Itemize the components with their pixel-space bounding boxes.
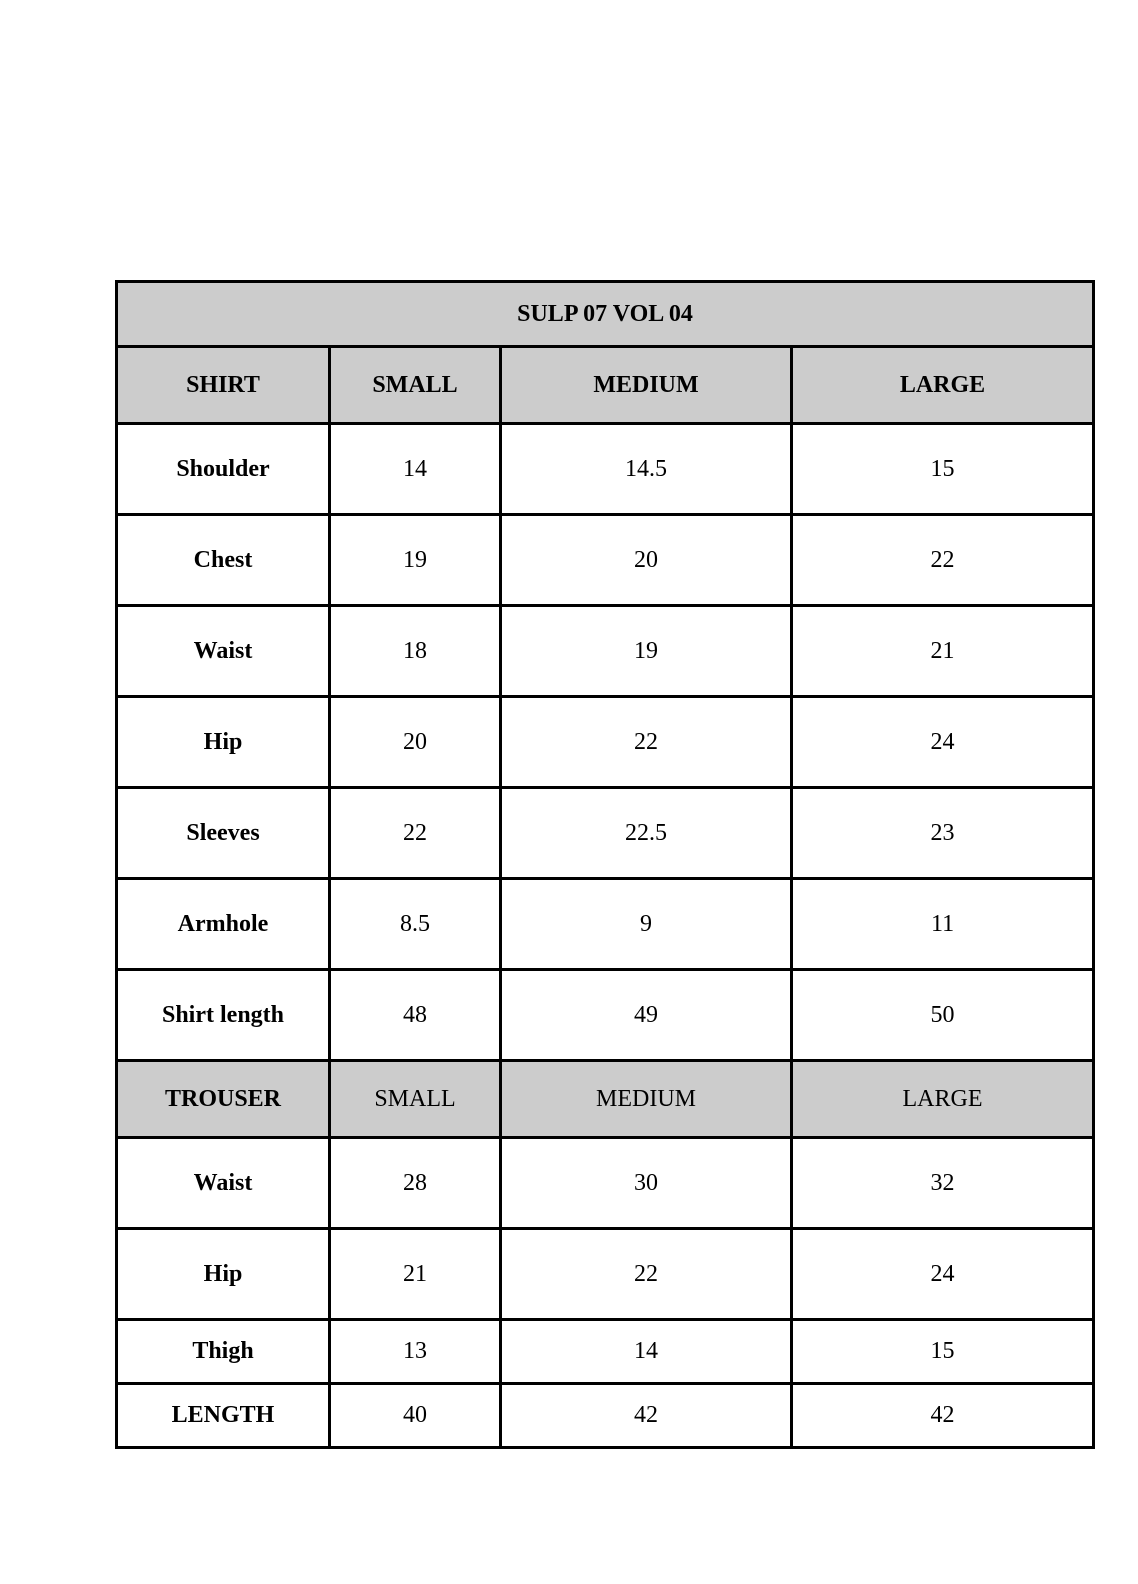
measurement-label: Waist xyxy=(117,606,330,697)
trouser-section-label: TROUSER xyxy=(117,1061,330,1138)
value-medium: 20 xyxy=(501,515,792,606)
value-large: 22 xyxy=(792,515,1094,606)
column-header-large: LARGE xyxy=(792,1061,1094,1138)
value-large: 15 xyxy=(792,1320,1094,1384)
value-medium: 14 xyxy=(501,1320,792,1384)
value-small: 14 xyxy=(330,424,501,515)
shirt-section-label: SHIRT xyxy=(117,347,330,424)
value-large: 24 xyxy=(792,697,1094,788)
measurement-label: Armhole xyxy=(117,879,330,970)
measurement-label: Sleeves xyxy=(117,788,330,879)
value-large: 11 xyxy=(792,879,1094,970)
shirt-measurements xyxy=(117,424,1094,1061)
value-small: 18 xyxy=(330,606,501,697)
table-row xyxy=(117,1229,1094,1320)
value-large: 24 xyxy=(792,1229,1094,1320)
value-medium: 30 xyxy=(501,1138,792,1229)
value-large: 21 xyxy=(792,606,1094,697)
table-title: SULP 07 VOL 04 xyxy=(117,282,1094,347)
measurement-label: Waist xyxy=(117,1138,330,1229)
measurement-label: Hip xyxy=(117,1229,330,1320)
measurement-label: Thigh xyxy=(117,1320,330,1384)
table-row xyxy=(117,515,1094,606)
table-row xyxy=(117,1320,1094,1384)
value-medium: 9 xyxy=(501,879,792,970)
value-small: 28 xyxy=(330,1138,501,1229)
measurement-label: Shirt length xyxy=(117,970,330,1061)
value-small: 13 xyxy=(330,1320,501,1384)
value-small: 40 xyxy=(330,1384,501,1448)
column-header-small: SMALL xyxy=(330,1061,501,1138)
table-row xyxy=(117,879,1094,970)
table-row xyxy=(117,1138,1094,1229)
table-row xyxy=(117,970,1094,1061)
value-medium: 42 xyxy=(501,1384,792,1448)
value-small: 22 xyxy=(330,788,501,879)
value-medium: 22 xyxy=(501,697,792,788)
value-large: 50 xyxy=(792,970,1094,1061)
trouser-header-row xyxy=(117,1061,1094,1138)
column-header-medium: MEDIUM xyxy=(501,1061,792,1138)
measurement-label: LENGTH xyxy=(117,1384,330,1448)
column-header-medium: MEDIUM xyxy=(501,347,792,424)
measurement-label: Chest xyxy=(117,515,330,606)
trouser-measurements xyxy=(117,1138,1094,1448)
value-medium: 14.5 xyxy=(501,424,792,515)
value-small: 19 xyxy=(330,515,501,606)
measurement-label: Shoulder xyxy=(117,424,330,515)
value-large: 42 xyxy=(792,1384,1094,1448)
value-small: 20 xyxy=(330,697,501,788)
value-small: 48 xyxy=(330,970,501,1061)
title-row xyxy=(117,282,1094,347)
value-medium: 49 xyxy=(501,970,792,1061)
value-large: 23 xyxy=(792,788,1094,879)
measurement-label: Hip xyxy=(117,697,330,788)
table-row xyxy=(117,1384,1094,1448)
column-header-small: SMALL xyxy=(330,347,501,424)
value-medium: 19 xyxy=(501,606,792,697)
value-small: 8.5 xyxy=(330,879,501,970)
value-large: 32 xyxy=(792,1138,1094,1229)
table-row xyxy=(117,788,1094,879)
value-small: 21 xyxy=(330,1229,501,1320)
size-chart-table xyxy=(115,280,1095,1449)
value-large: 15 xyxy=(792,424,1094,515)
table-row xyxy=(117,697,1094,788)
value-medium: 22.5 xyxy=(501,788,792,879)
value-medium: 22 xyxy=(501,1229,792,1320)
shirt-header-row xyxy=(117,347,1094,424)
table-row xyxy=(117,424,1094,515)
column-header-large: LARGE xyxy=(792,347,1094,424)
table-row xyxy=(117,606,1094,697)
